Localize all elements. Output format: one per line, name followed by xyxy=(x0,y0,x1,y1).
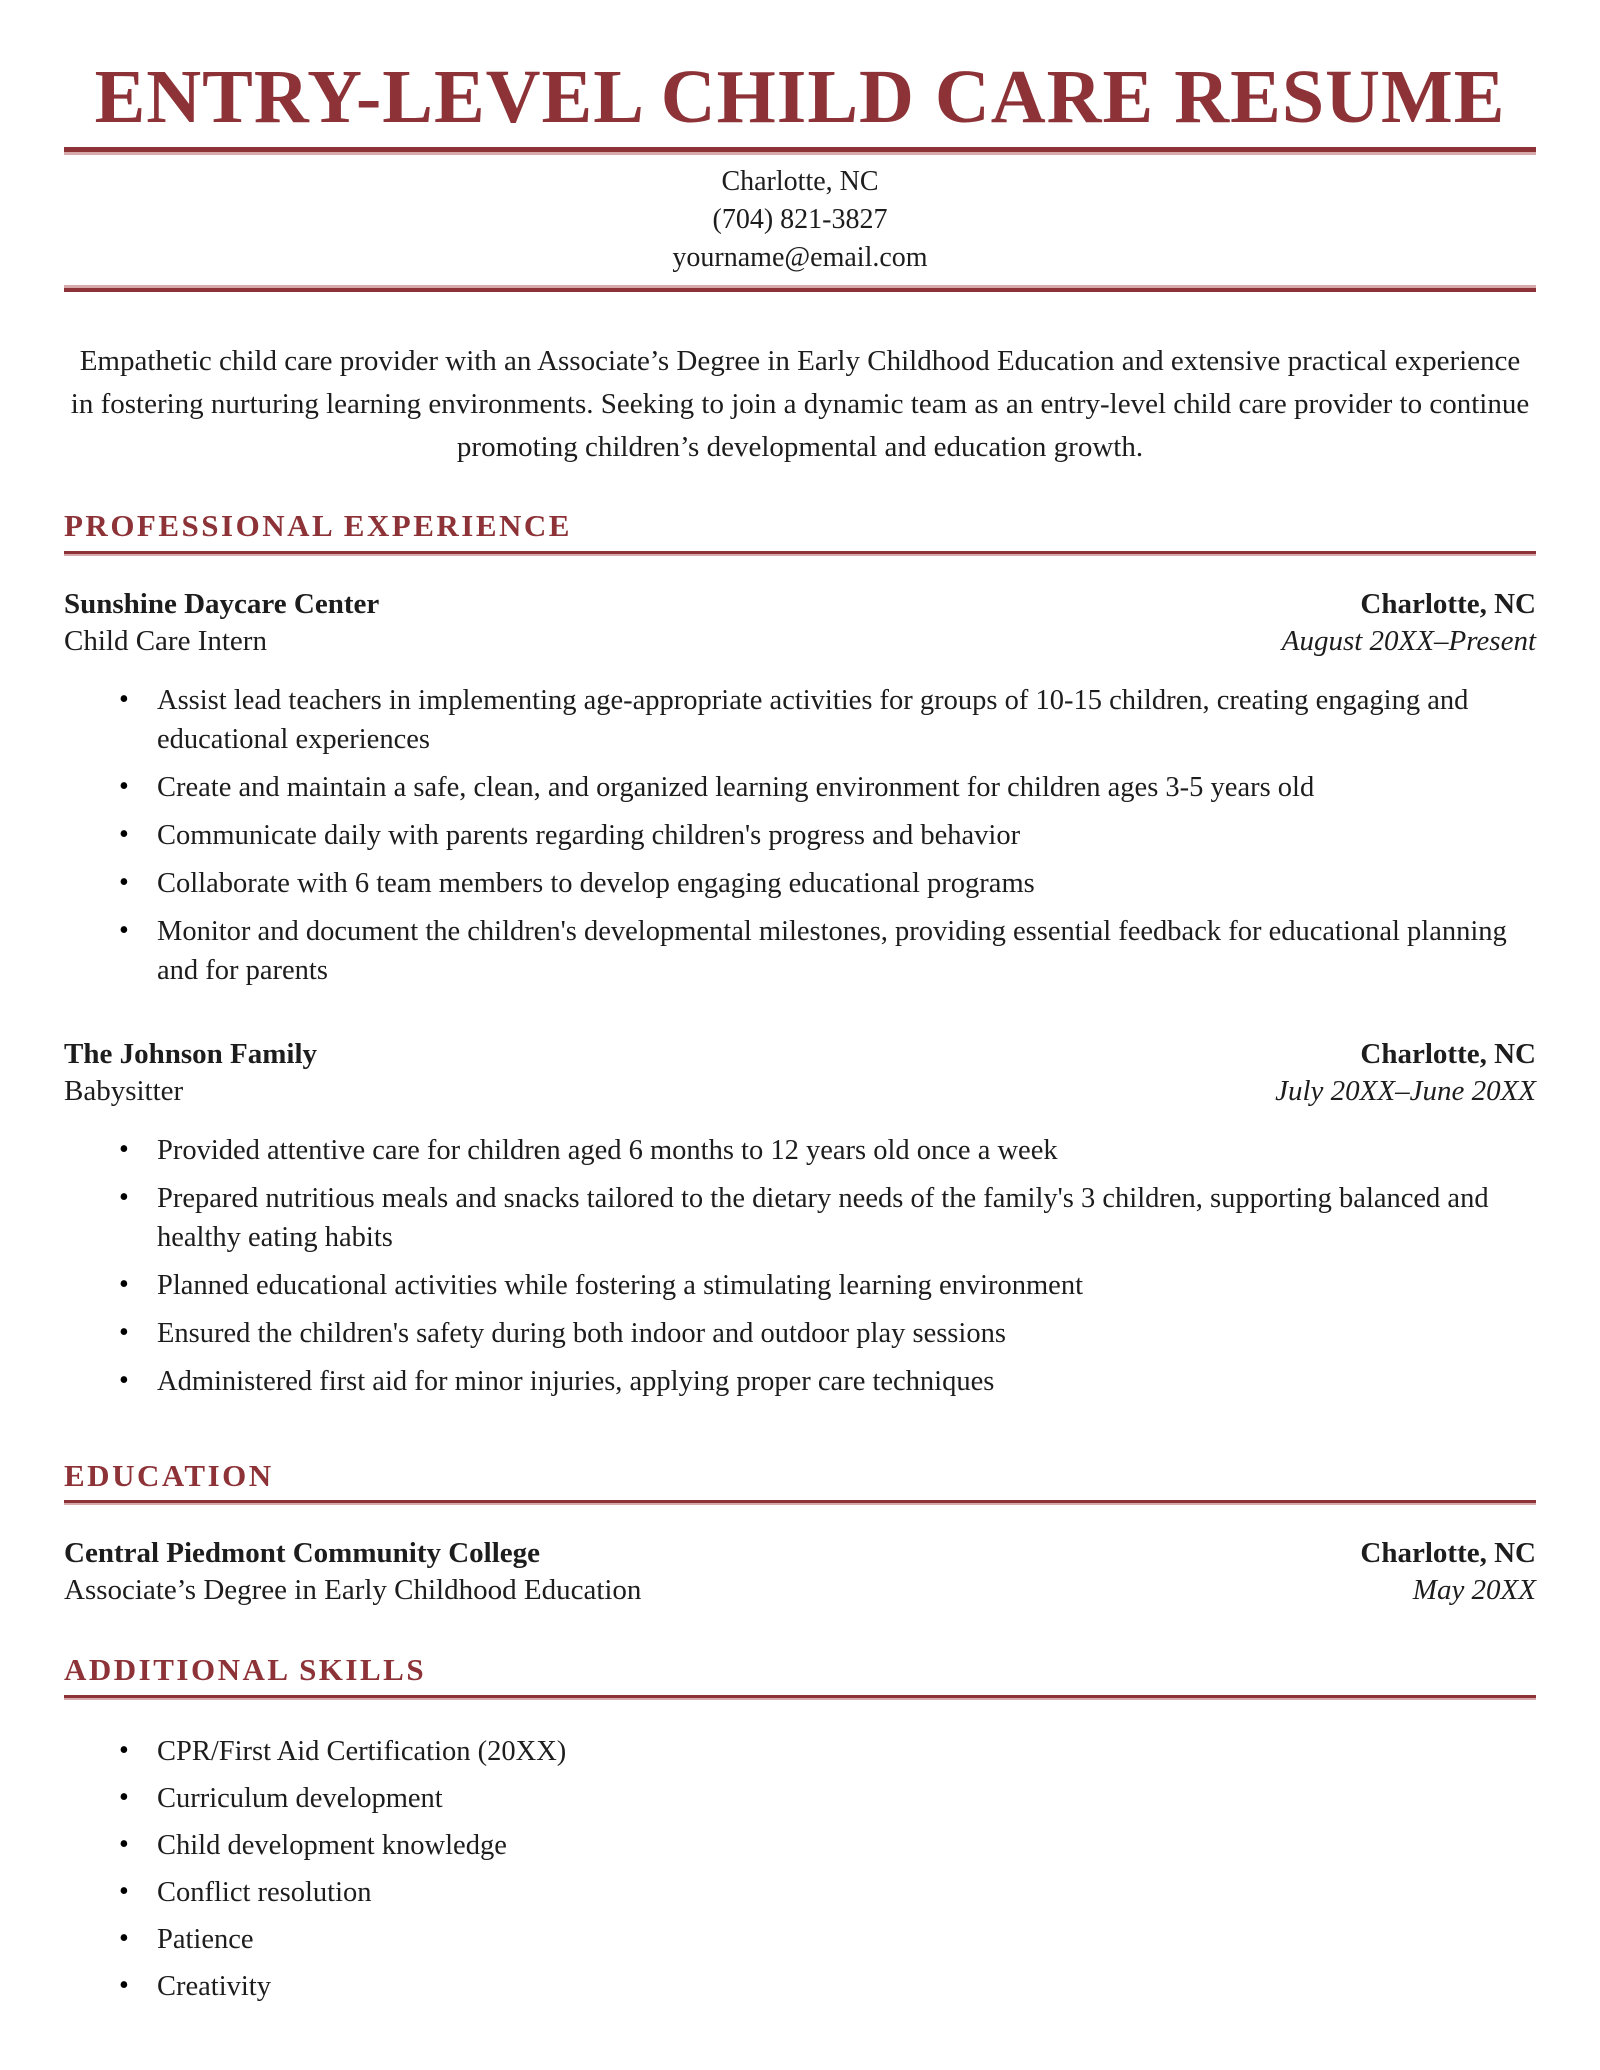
section-education xyxy=(64,1457,1536,1610)
section-heading-education: EDUCATION xyxy=(64,1457,274,1493)
job-bullet: • Communicate daily with parents regarding children's progress and behavior xyxy=(64,816,1536,855)
education-subheader-row xyxy=(64,1572,1536,1609)
job-role: Child Care Intern xyxy=(64,624,267,657)
job-company: The Johnson Family xyxy=(64,1037,317,1070)
job-bullet: • Planned educational activities while fostering a stimulating learning environment xyxy=(64,1266,1536,1305)
page-title: ENTRY-LEVEL CHILD CARE RESUME xyxy=(94,55,1506,139)
section-divider xyxy=(64,1695,1536,1700)
section-divider xyxy=(64,1500,1536,1505)
skill-item: • Creativity xyxy=(64,1967,1536,2006)
section-heading-experience: PROFESSIONAL EXPERIENCE xyxy=(64,507,572,543)
job-bullet: • Assist lead teachers in implementing age-appropriate activities for groups of 10-15 children, creating engaging and educational experiences xyxy=(64,681,1536,759)
job-header-row xyxy=(64,586,1536,623)
section-skills xyxy=(64,1651,1536,2006)
skill-item: • Child development knowledge xyxy=(64,1826,1536,1865)
job-bullet: • Collaborate with 6 team members to develop engaging educational programs xyxy=(64,864,1536,903)
job-entry-sunshine-daycare xyxy=(64,586,1536,990)
skill-item: • Curriculum development xyxy=(64,1779,1536,1818)
skill-item: • Patience xyxy=(64,1920,1536,1959)
education-date: May 20XX xyxy=(1412,1574,1536,1607)
job-company: Sunshine Daycare Center xyxy=(64,587,380,620)
section-divider xyxy=(64,551,1536,556)
job-bullet-list xyxy=(64,1131,1536,1401)
job-bullet: • Provided attentive care for children aged 6 months to 12 years old once a week xyxy=(64,1131,1536,1170)
skills-list xyxy=(64,1732,1536,2006)
education-entry xyxy=(64,1535,1536,1609)
education-school: Central Piedmont Community College xyxy=(64,1537,541,1570)
job-header-row xyxy=(64,1036,1536,1073)
contact-phone: (704) 821-3827 xyxy=(712,203,888,235)
job-bullet: • Monitor and document the children's developmental milestones, providing essential feedback for educational planning and for parents xyxy=(64,912,1536,990)
education-header-row xyxy=(64,1535,1536,1572)
skill-item: • CPR/First Aid Certification (20XX) xyxy=(64,1732,1536,1771)
job-bullet: • Create and maintain a safe, clean, and organized learning environment for children ages 3-5 years old xyxy=(64,768,1536,807)
title-divider xyxy=(64,147,1536,155)
job-bullet: • Prepared nutritious meals and snacks tailored to the dietary needs of the family's 3 children, supporting balanced and healthy eating habits xyxy=(64,1179,1536,1257)
contact-divider xyxy=(64,285,1536,292)
job-bullet-list xyxy=(64,681,1536,990)
job-entry-johnson-family xyxy=(64,1036,1536,1401)
contact-email: yourname@email.com xyxy=(672,241,928,273)
job-dates: July 20XX–June 20XX xyxy=(1275,1074,1536,1107)
job-location: Charlotte, NC xyxy=(1360,587,1536,620)
section-experience xyxy=(64,507,1536,1401)
contact-block xyxy=(64,163,1536,277)
education-degree: Associate’s Degree in Early Childhood Education xyxy=(64,1574,642,1607)
job-location: Charlotte, NC xyxy=(1360,1037,1536,1070)
job-dates: August 20XX–Present xyxy=(1281,624,1536,657)
skill-item: • Conflict resolution xyxy=(64,1873,1536,1912)
education-location: Charlotte, NC xyxy=(1360,1537,1536,1570)
summary-text: Empathetic child care provider with an Associate’s Degree in Early Childhood Education and extensive practical experience in fostering nurturing learning environments. Seeking to join a dynamic team as an entry-level child care provider to continue promoting children’s developmental and education growth. xyxy=(70,344,1530,463)
job-subheader-row xyxy=(64,623,1536,660)
job-bullet: • Administered first aid for minor injuries, applying proper care techniques xyxy=(64,1362,1536,1401)
job-bullet: • Ensured the children's safety during both indoor and outdoor play sessions xyxy=(64,1314,1536,1353)
job-subheader-row xyxy=(64,1073,1536,1110)
section-heading-skills: ADDITIONAL SKILLS xyxy=(64,1652,427,1688)
job-role: Babysitter xyxy=(64,1074,184,1107)
contact-location: Charlotte, NC xyxy=(721,165,879,197)
